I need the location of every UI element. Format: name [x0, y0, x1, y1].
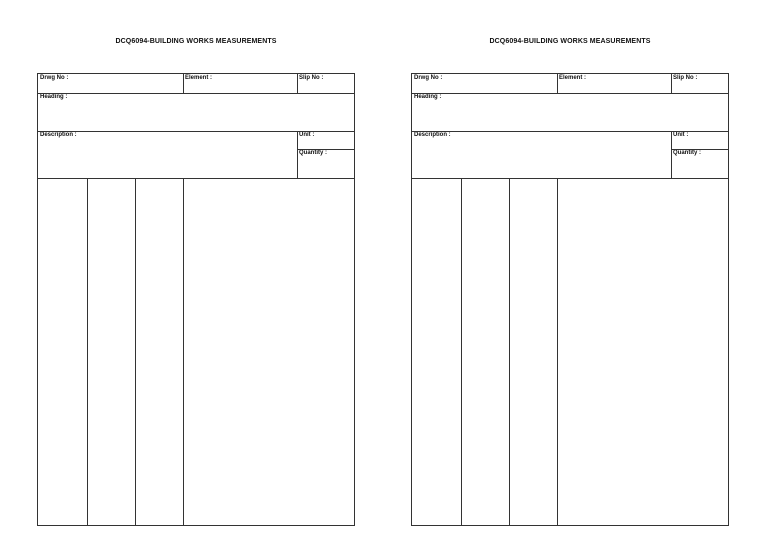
divider	[183, 74, 184, 93]
dimension-column[interactable]	[461, 178, 509, 525]
dimension-column[interactable]	[87, 178, 135, 525]
divider	[87, 178, 88, 525]
divider	[557, 178, 558, 525]
quantity-label: Quantity :	[673, 150, 701, 156]
element-field[interactable]	[183, 74, 297, 93]
drwg-no-field[interactable]	[412, 74, 557, 93]
measurement-sheet-left	[37, 0, 355, 543]
element-field[interactable]	[557, 74, 671, 93]
divider	[297, 149, 354, 150]
slip-no-label: Slip No :	[673, 75, 698, 81]
times-column[interactable]	[412, 178, 461, 525]
divider	[461, 178, 462, 525]
unit-field[interactable]	[297, 131, 354, 149]
sheet-title: DCQ6094-BUILDING WORKS MEASUREMENTS	[489, 38, 651, 45]
description-field[interactable]	[38, 131, 297, 178]
quantity-label: Quantity :	[299, 150, 327, 156]
squaring-column[interactable]	[135, 178, 183, 525]
squaring-column[interactable]	[509, 178, 557, 525]
unit-field[interactable]	[671, 131, 728, 149]
divider	[412, 93, 728, 94]
quantity-field[interactable]	[671, 149, 728, 178]
description-column[interactable]	[183, 178, 354, 525]
divider	[183, 178, 184, 525]
divider	[509, 178, 510, 525]
measurement-form	[37, 73, 355, 526]
drwg-no-label: Drwg No :	[414, 75, 443, 81]
element-label: Element :	[185, 75, 213, 81]
times-column[interactable]	[38, 178, 87, 525]
description-label: Description :	[40, 132, 77, 138]
heading-field[interactable]	[412, 93, 728, 131]
divider	[297, 74, 298, 93]
element-label: Element :	[559, 75, 587, 81]
quantity-field[interactable]	[297, 149, 354, 178]
unit-label: Unit :	[673, 132, 689, 138]
divider	[671, 74, 672, 93]
sheet-title: DCQ6094-BUILDING WORKS MEASUREMENTS	[115, 38, 277, 45]
description-field[interactable]	[412, 131, 671, 178]
slip-no-field[interactable]	[671, 74, 728, 93]
heading-field[interactable]	[38, 93, 354, 131]
divider	[557, 74, 558, 93]
measurement-sheet-right	[411, 0, 729, 543]
unit-label: Unit :	[299, 132, 315, 138]
divider	[297, 131, 298, 178]
divider	[671, 149, 728, 150]
slip-no-field[interactable]	[297, 74, 354, 93]
heading-label: Heading :	[40, 94, 68, 100]
drwg-no-field[interactable]	[38, 74, 183, 93]
description-label: Description :	[414, 132, 451, 138]
description-column[interactable]	[557, 178, 728, 525]
divider	[412, 131, 728, 132]
drwg-no-label: Drwg No :	[40, 75, 69, 81]
slip-no-label: Slip No :	[299, 75, 324, 81]
divider	[38, 93, 354, 94]
heading-label: Heading :	[414, 94, 442, 100]
divider	[135, 178, 136, 525]
measurement-form	[411, 73, 729, 526]
divider	[671, 131, 672, 178]
divider	[38, 131, 354, 132]
